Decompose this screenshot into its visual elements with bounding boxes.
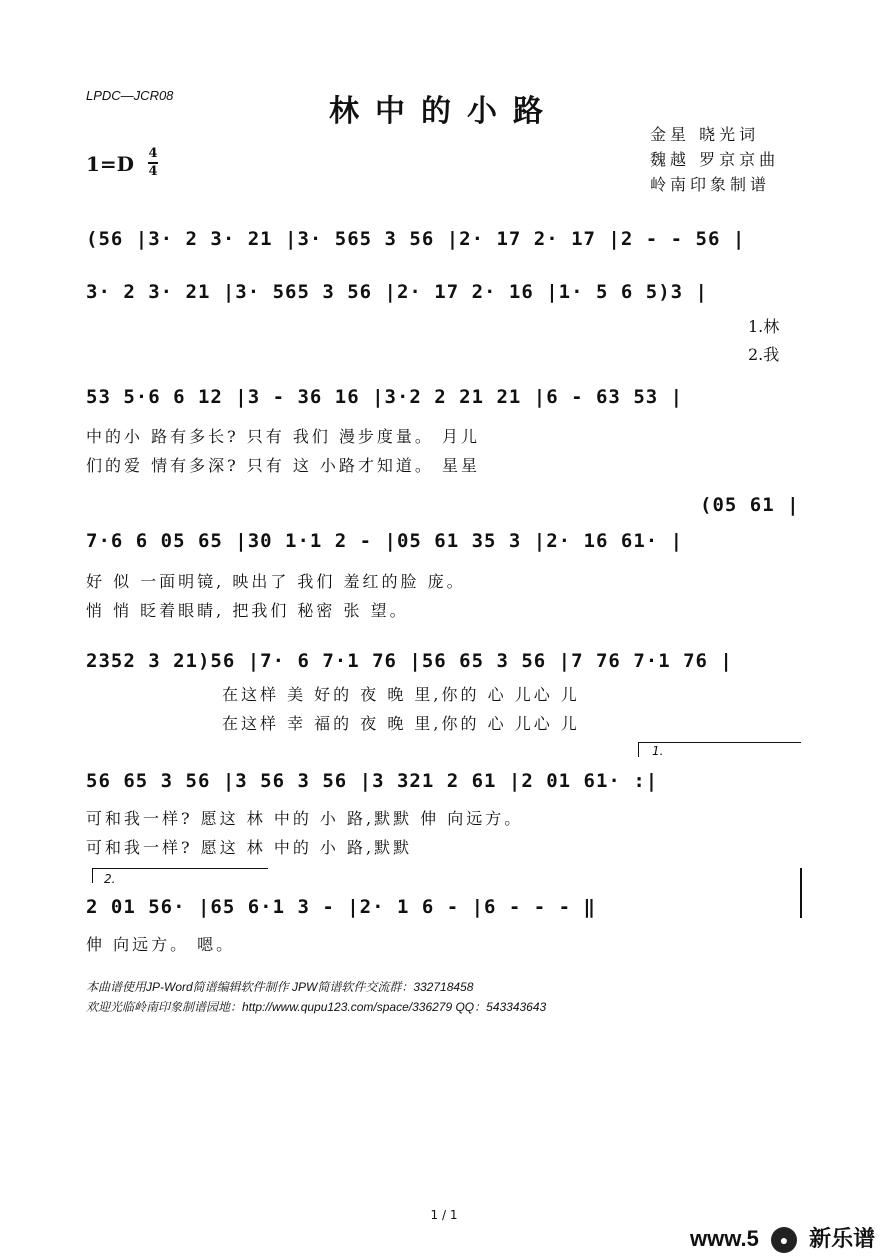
notation-row-4: 7·6 6 05 65 |30 1·1 2 - |05 61 35 3 |2· 16 61· | — [86, 530, 684, 552]
disc-logo-icon: ● — [771, 1227, 797, 1253]
lyric-row-7-verse-1: 伸 向远方。 嗯。 — [86, 935, 236, 954]
notation-row-5: 2352 3 21)56 |7· 6 7·1 76 |56 65 3 56 |7 76 7·1 76 | — [86, 650, 733, 672]
lyric-row-6-verse-2: 可和我一样? 愿这 林 中的 小 路,默默 — [86, 838, 413, 857]
time-signature-bottom: 4 — [148, 164, 158, 179]
verse-1-start: 1.林 — [748, 317, 780, 336]
page-number: 1 / 1 — [430, 1208, 458, 1222]
notation-row-7: 2 01 56· |65 6·1 3 - |2· 1 6 - |6 - - - ‖ — [86, 896, 596, 918]
lyric-row-4-verse-2: 悄 悄 眨着眼睛, 把我们 秘密 张 望。 — [86, 601, 409, 620]
score-code: LPDC—JCR08 — [86, 88, 174, 103]
composer-credit: 魏越 罗京京曲 — [650, 150, 780, 169]
time-signature-top: 4 — [148, 146, 158, 161]
lyric-row-6-verse-1: 可和我一样? 愿这 林 中的 小 路,默默 伸 向远方。 — [86, 809, 524, 828]
notation-row-1: (56 |3· 2 3· 21 |3· 565 3 56 |2· 17 2· 17 |2 - - 56 | — [86, 228, 746, 250]
lyric-row-3-verse-1: 中的小 路有多长? 只有 我们 漫步度量。 月儿 — [86, 427, 481, 446]
page-title: 林中的小路 — [329, 94, 559, 129]
notation-row-3: 53 5·6 6 12 |3 - 36 16 |3·2 2 21 21 |6 - 63 53 | — [86, 386, 684, 408]
footer-line-1: 本曲谱使用JP-Word简谱编辑软件制作 JPW简谱软件交流群：332718458 — [86, 980, 474, 994]
arranger-credit: 岭南印象制谱 — [650, 175, 771, 194]
lyricist-credit: 金星 晓光词 — [650, 125, 760, 144]
second-ending-label: 2. — [104, 872, 116, 886]
notation-row-6: 56 65 3 56 |3 56 3 56 |3 321 2 61 |2 01 61· :| — [86, 770, 659, 792]
lyric-row-5-verse-2: 在这样 幸 福的 夜 晚 里,你的 心 儿心 儿 — [222, 714, 580, 733]
key-signature: 1=D — [86, 152, 135, 176]
notation-row-2: 3· 2 3· 21 |3· 565 3 56 |2· 17 2· 16 |1· 5 6 5)3 | — [86, 281, 708, 303]
verse-2-start: 2.我 — [748, 345, 780, 364]
lyric-row-3-verse-2: 们的爱 情有多深? 只有 这 小路才知道。 星星 — [86, 456, 481, 475]
lyric-row-5-verse-1: 在这样 美 好的 夜 晚 里,你的 心 儿心 儿 — [222, 685, 580, 704]
brand-url: www.5 — [690, 1226, 759, 1251]
lyric-row-4-verse-1: 好 似 一面明镜, 映出了 我们 羞红的脸 庞。 — [86, 572, 466, 591]
pickup-notes: (05 61 | — [700, 494, 800, 516]
brand-watermark — [690, 1222, 875, 1253]
brand-name: 新乐谱 — [809, 1226, 876, 1251]
time-signature — [148, 147, 158, 179]
final-barline — [800, 868, 802, 918]
footer-line-2: 欢迎光临岭南印象制谱园地：http://www.qupu123.com/space/336279 QQ：543343643 — [86, 1000, 547, 1014]
second-ending-bracket — [92, 868, 268, 883]
first-ending-label: 1. — [652, 744, 664, 758]
